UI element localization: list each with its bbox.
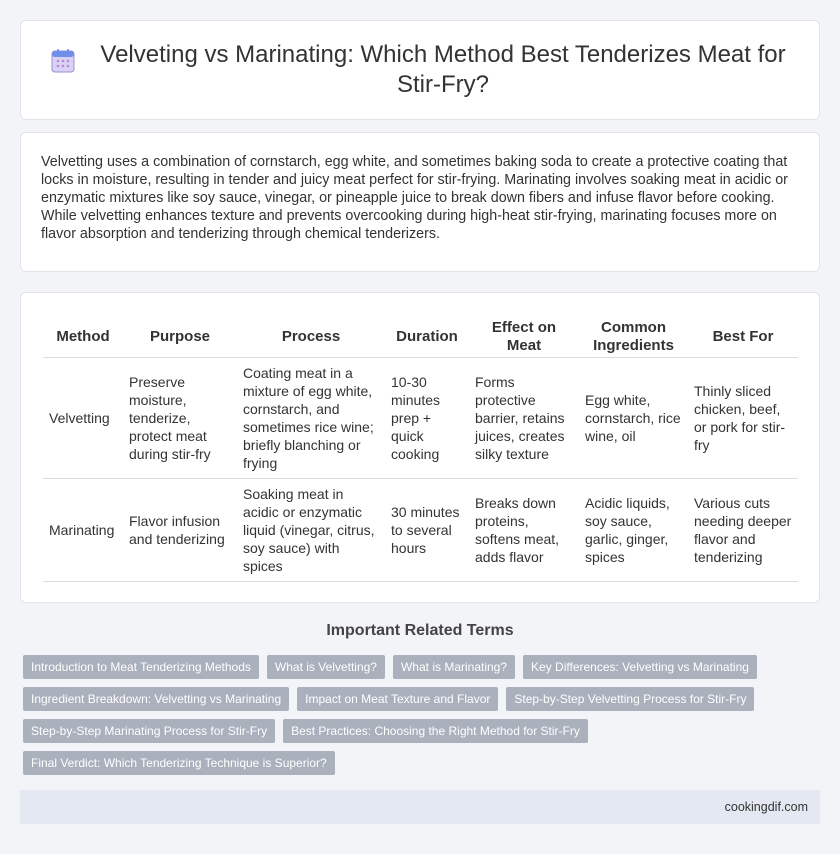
column-header-process: Process bbox=[237, 311, 385, 357]
column-header-duration: Duration bbox=[385, 311, 469, 357]
comparison-table bbox=[43, 311, 798, 582]
related-terms-title: Important Related Terms bbox=[326, 622, 514, 639]
header-card bbox=[20, 20, 820, 120]
related-tag[interactable]: Step-by-Step Velvetting Process for Stir-Fry bbox=[506, 687, 754, 711]
column-header-method: Method bbox=[43, 311, 123, 357]
related-tag[interactable]: What is Marinating? bbox=[393, 655, 515, 679]
related-tag[interactable]: Ingredient Breakdown: Velvetting vs Marinating bbox=[23, 687, 289, 711]
footer-site-link[interactable]: cookingdif.com bbox=[724, 800, 808, 814]
related-terms-list bbox=[23, 655, 823, 775]
column-header-purpose: Purpose bbox=[123, 311, 237, 357]
comparison-table-card bbox=[20, 292, 820, 603]
cell-duration: 30 minutes to several hours bbox=[385, 478, 469, 581]
related-tag[interactable]: What is Velvetting? bbox=[267, 655, 385, 679]
cell-ingredients: Acidic liquids, soy sauce, garlic, ginger, spices bbox=[579, 478, 688, 581]
related-tag[interactable]: Introduction to Meat Tenderizing Methods bbox=[23, 655, 259, 679]
related-tag[interactable]: Key Differences: Velvetting vs Marinating bbox=[523, 655, 757, 679]
related-tag[interactable]: Step-by-Step Marinating Process for Stir-Fry bbox=[23, 719, 275, 743]
cell-ingredients: Egg white, cornstarch, rice wine, oil bbox=[579, 357, 688, 478]
cell-effect: Forms protective barrier, retains juices, creates silky texture bbox=[469, 357, 579, 478]
column-header-ingredients: Common Ingredients bbox=[579, 311, 688, 357]
cell-process: Soaking meat in acidic or enzymatic liquid (vinegar, citrus, soy sauce) with spices bbox=[237, 478, 385, 581]
table-header-row bbox=[43, 311, 798, 357]
calendar-icon bbox=[50, 48, 76, 74]
cell-best-for: Various cuts needing deeper flavor and tenderizing bbox=[688, 478, 798, 581]
cell-process: Coating meat in a mixture of egg white, cornstarch, and sometimes rice wine; briefly blanching or frying bbox=[237, 357, 385, 478]
cell-purpose: Flavor infusion and tenderizing bbox=[123, 478, 237, 581]
cell-method: Marinating bbox=[43, 478, 123, 581]
column-header-effect: Effect on Meat bbox=[469, 311, 579, 357]
related-tag[interactable]: Impact on Meat Texture and Flavor bbox=[297, 687, 498, 711]
footer bbox=[20, 790, 820, 824]
related-tag[interactable]: Best Practices: Choosing the Right Method for Stir-Fry bbox=[283, 719, 588, 743]
related-tag[interactable]: Final Verdict: Which Tenderizing Technique is Superior? bbox=[23, 751, 335, 775]
page-title: Velveting vs Marinating: Which Method Best Tenderizes Meat for Stir-Fry? bbox=[100, 41, 786, 98]
table-row bbox=[43, 478, 798, 581]
intro-card bbox=[20, 132, 820, 272]
cell-effect: Breaks down proteins, softens meat, adds flavor bbox=[469, 478, 579, 581]
cell-purpose: Preserve moisture, tenderize, protect meat during stir-fry bbox=[123, 357, 237, 478]
cell-duration: 10-30 minutes prep + quick cooking bbox=[385, 357, 469, 478]
column-header-best-for: Best For bbox=[688, 311, 798, 357]
intro-paragraph: Velvetting uses a combination of cornstarch, egg white, and sometimes baking soda to create a protective coating that locks in moisture, resulting in tender and juicy meat perfect for stir-frying. Marinating involves soaking meat in acidic or enzymatic mixtures like soy sauce, vinegar, or pineapple juice to break down fibers and infuse flavor before cooking. While velvetting enhances texture and prevents overcooking during high-heat stir-frying, marinating focuses more on flavor absorption and tenderizing through chemical tenderizers. bbox=[41, 154, 788, 242]
cell-method: Velvetting bbox=[43, 357, 123, 478]
cell-best-for: Thinly sliced chicken, beef, or pork for stir-fry bbox=[688, 357, 798, 478]
table-row bbox=[43, 357, 798, 478]
